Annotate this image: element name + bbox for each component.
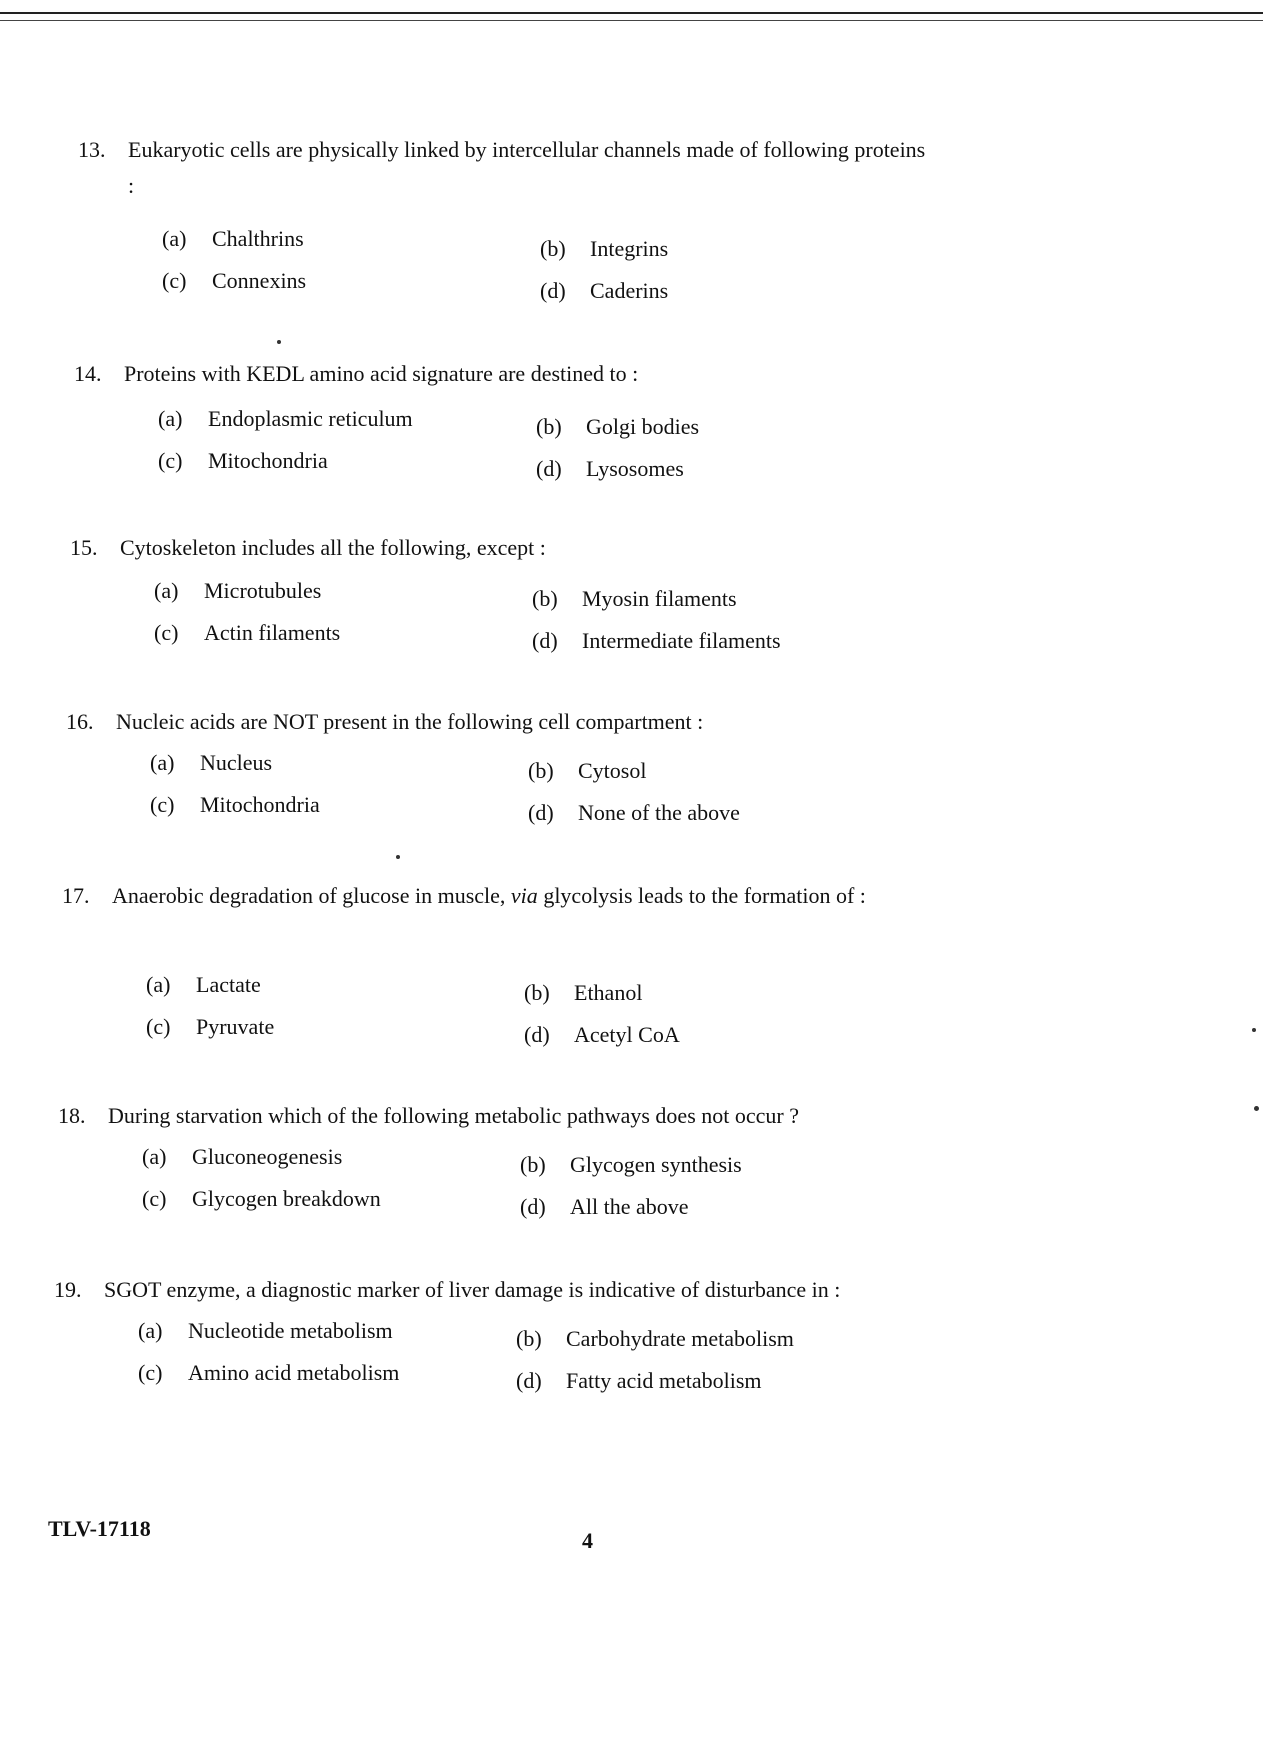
- option-letter: (d): [532, 628, 558, 653]
- question-number: 18.: [58, 1103, 86, 1128]
- option-text: None of the above: [578, 800, 740, 825]
- option-c: [138, 1358, 399, 1388]
- option-text: Connexins: [212, 268, 307, 293]
- option-text: Microtubules: [204, 578, 322, 603]
- option-text: Glycogen breakdown: [192, 1186, 381, 1211]
- option-b: [520, 1150, 742, 1180]
- scan-speck: [277, 340, 281, 344]
- question-number: 19.: [54, 1277, 82, 1302]
- option-text: Cytosol: [578, 758, 647, 783]
- option-a: [142, 1142, 342, 1172]
- option-d: [540, 276, 668, 306]
- option-letter: (a): [162, 226, 187, 251]
- option-letter: (b): [536, 414, 562, 439]
- option-letter: (c): [138, 1360, 163, 1385]
- option-text: Endoplasmic reticulum: [208, 406, 413, 431]
- option-letter: (a): [142, 1144, 167, 1169]
- option-text: Mitochondria: [208, 448, 328, 473]
- option-text: Lactate: [196, 972, 261, 997]
- question-text: Proteins with KEDL amino acid signature are destined to :: [124, 361, 639, 386]
- option-text: Ethanol: [574, 980, 643, 1005]
- option-a: [162, 224, 304, 254]
- option-letter: (d): [524, 1022, 550, 1047]
- question-text: Cytoskeleton includes all the following, except :: [120, 535, 546, 560]
- option-d: [532, 626, 781, 656]
- option-c: [150, 790, 320, 820]
- option-text: Nucleotide metabolism: [188, 1318, 393, 1343]
- question-text-part: glycolysis leads to the formation of :: [537, 883, 866, 908]
- option-letter: (a): [138, 1318, 163, 1343]
- option-text: Glycogen synthesis: [570, 1152, 742, 1177]
- option-d: [528, 798, 740, 828]
- option-b: [540, 234, 668, 264]
- option-letter: (a): [146, 972, 171, 997]
- question-number: 15.: [70, 535, 98, 560]
- option-text: Acetyl CoA: [574, 1022, 680, 1047]
- option-letter: (d): [516, 1368, 542, 1393]
- option-a: [146, 970, 261, 1000]
- option-letter: (c): [146, 1014, 171, 1039]
- option-letter: (d): [540, 278, 566, 303]
- page-number: 4: [582, 1528, 593, 1553]
- option-a: [158, 404, 413, 434]
- option-text: Integrins: [590, 236, 669, 261]
- option-c: [142, 1184, 381, 1214]
- question-text: [112, 878, 912, 914]
- question-text: During starvation which of the following metabolic pathways does not occur ?: [108, 1103, 799, 1128]
- option-d: [516, 1366, 762, 1396]
- option-a: [138, 1316, 393, 1346]
- option-d: [524, 1020, 680, 1050]
- option-c: [154, 618, 340, 648]
- option-text: Actin filaments: [204, 620, 341, 645]
- option-a: [154, 576, 321, 606]
- option-letter: (b): [532, 586, 558, 611]
- option-a: [150, 748, 272, 778]
- header-rule-thick: [0, 12, 1263, 14]
- question-text: Eukaryotic cells are physically linked by intercellular channels made of following proteins :: [128, 137, 926, 198]
- option-text: Caderins: [590, 278, 669, 303]
- option-letter: (c): [150, 792, 175, 817]
- option-letter: (b): [540, 236, 566, 261]
- option-b: [528, 756, 646, 786]
- question-number: 16.: [66, 709, 94, 734]
- option-text: Nucleus: [200, 750, 273, 775]
- scan-speck: [396, 855, 400, 859]
- option-text: Carbohydrate metabolism: [566, 1326, 794, 1351]
- option-text: Fatty acid metabolism: [566, 1368, 762, 1393]
- option-b: [516, 1324, 794, 1354]
- option-c: [162, 266, 306, 296]
- option-b: [524, 978, 642, 1008]
- option-b: [536, 412, 699, 442]
- question-text-part: Anaerobic degradation of glucose in muscle,: [112, 883, 511, 908]
- question-text: Nucleic acids are NOT present in the following cell compartment :: [116, 709, 704, 734]
- question-number: 13.: [78, 137, 106, 162]
- option-text: Mitochondria: [200, 792, 320, 817]
- option-letter: (c): [162, 268, 187, 293]
- option-text: All the above: [570, 1194, 689, 1219]
- option-text: Pyruvate: [196, 1014, 275, 1039]
- question-text: SGOT enzyme, a diagnostic marker of liver damage is indicative of disturbance in :: [104, 1277, 841, 1302]
- scan-speck: [1252, 1028, 1256, 1032]
- option-letter: (a): [158, 406, 183, 431]
- option-text: Myosin filaments: [582, 586, 737, 611]
- option-letter: (d): [536, 456, 562, 481]
- option-text: Chalthrins: [212, 226, 304, 251]
- header-rule-thin: [0, 20, 1263, 21]
- question-number: 14.: [74, 361, 102, 386]
- option-d: [536, 454, 684, 484]
- option-text: Amino acid metabolism: [188, 1360, 400, 1385]
- document-code: TLV-17118: [48, 1516, 151, 1541]
- option-letter: (b): [520, 1152, 546, 1177]
- option-letter: (c): [142, 1186, 167, 1211]
- option-letter: (b): [528, 758, 554, 783]
- option-c: [158, 446, 328, 476]
- scan-speck: [1254, 1106, 1259, 1111]
- option-letter: (c): [154, 620, 179, 645]
- option-letter: (b): [516, 1326, 542, 1351]
- option-letter: (b): [524, 980, 550, 1005]
- option-letter: (d): [520, 1194, 546, 1219]
- question-number: 17.: [62, 883, 90, 908]
- option-letter: (d): [528, 800, 554, 825]
- option-text: Lysosomes: [586, 456, 684, 481]
- option-text: Gluconeogenesis: [192, 1144, 343, 1169]
- option-text: Intermediate filaments: [582, 628, 781, 653]
- option-letter: (a): [150, 750, 175, 775]
- option-c: [146, 1012, 274, 1042]
- option-letter: (c): [158, 448, 183, 473]
- question-text-italic: via: [510, 883, 538, 908]
- option-d: [520, 1192, 689, 1222]
- option-b: [532, 584, 737, 614]
- option-text: Golgi bodies: [586, 414, 700, 439]
- option-letter: (a): [154, 578, 179, 603]
